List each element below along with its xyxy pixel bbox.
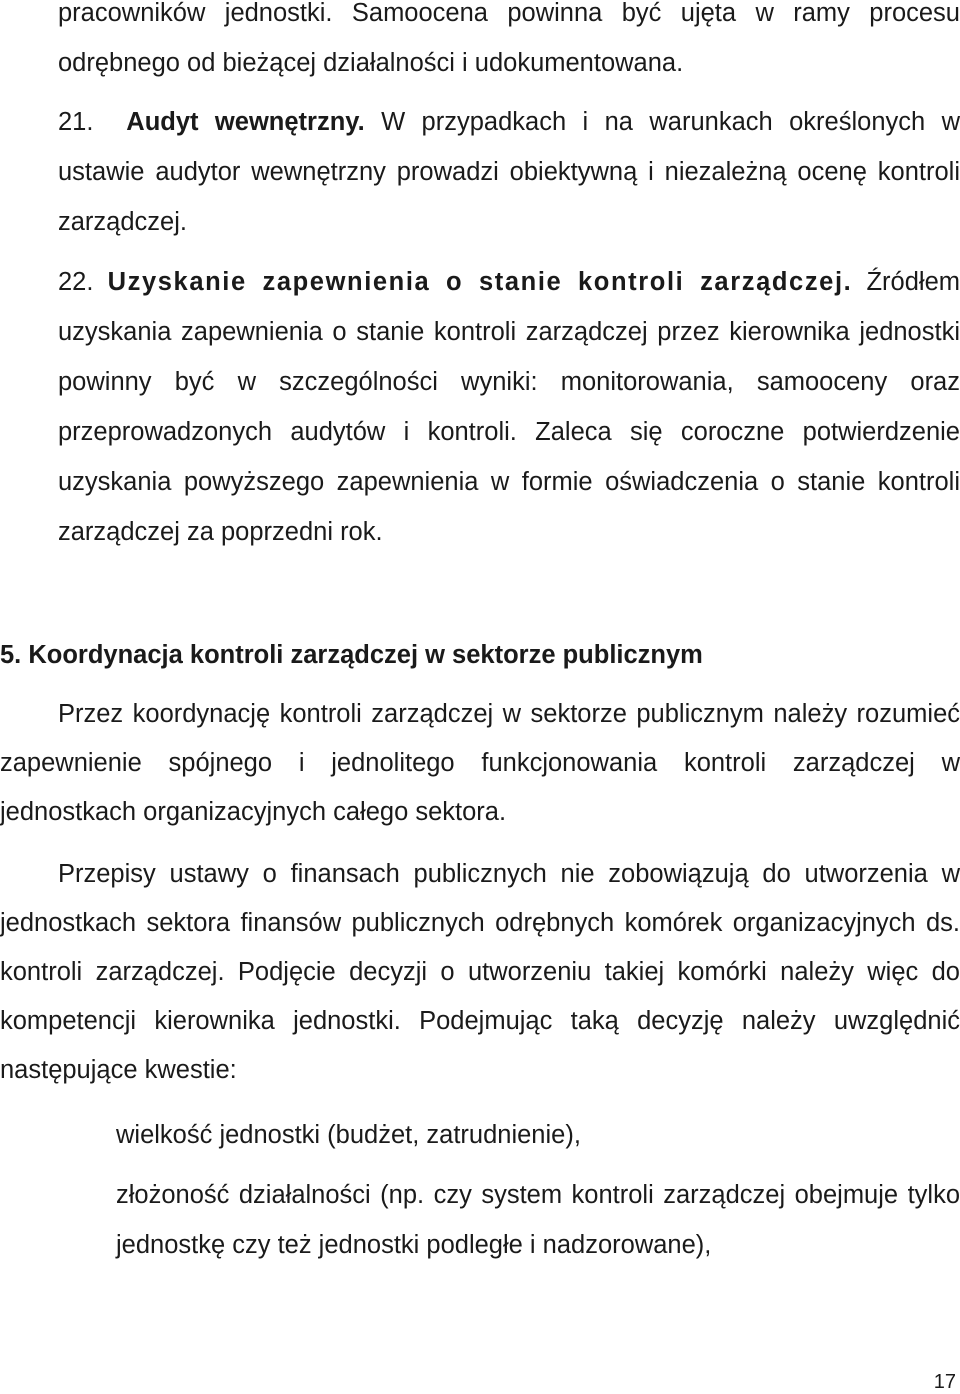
section-5-paragraph-1: Przez koordynację kontroli zarządczej w sektorze publicznym należy rozumieć zapewnienie spójnego i jednolitego funkcjonowania kontroli zarządczej w jednostkach organizacyjnych całego sektora. [0,700,960,826]
page-number: 17 [933,1371,956,1393]
list-item: złożoność działalności (np. czy system kontroli zarządczej obejmuje tylko jednostkę czy też jednostki podległe i nadzorowane), [116,1181,960,1259]
item-21-heading: Audyt wewnętrzny. [126,108,365,136]
item-21-number: 21. [58,108,94,136]
item-22-text: Źródłem uzyskania zapewnienia o stanie kontroli zarządczej przez kierownika jednostki powinny być w szczególności wyniki: monitorowania, samooceny oraz przeprowadzonych audytów i kontroli. Zaleca się coroczne potwierdzenie uzyskania powyższego zapewnienia w formie oświadczenia o stanie kontroli zarządczej za poprzedni rok. [58,268,960,546]
item-22-heading: Uzyskanie zapewnienia o stanie kontroli zarządczej. [107,268,853,296]
item-21 [58,97,960,247]
item-22-number: 22. [58,268,94,296]
paragraph-continuation: pracowników jednostki. Samoocena powinna być ujęta w ramy procesu odrębnego od bieżącej działalności i udokumentowana. [58,0,960,77]
section-5-heading: 5. Koordynacja kontroli zarządczej w sektorze publicznym [0,641,703,669]
item-22 [58,257,960,557]
section-5-paragraph-2: Przepisy ustawy o finansach publicznych nie zobowiązują do utworzenia w jednostkach sektora finansów publicznych odrębnych komórek organizacyjnych ds. kontroli zarządczej. Podjęcie decyzji o utworzeniu takiej komórki należy więc do kompetencji kierownika jednostki. Podejmując taką decyzję należy uwzględnić następujące kwestie: [0,860,960,1084]
item-21-text: W przypadkach i na warunkach określonych w ustawie audytor wewnętrzny prowadzi obiektywną i niezależną ocenę kontroli zarządczej. [58,108,960,236]
list-item: wielkość jednostki (budżet, zatrudnienie), [116,1121,581,1149]
